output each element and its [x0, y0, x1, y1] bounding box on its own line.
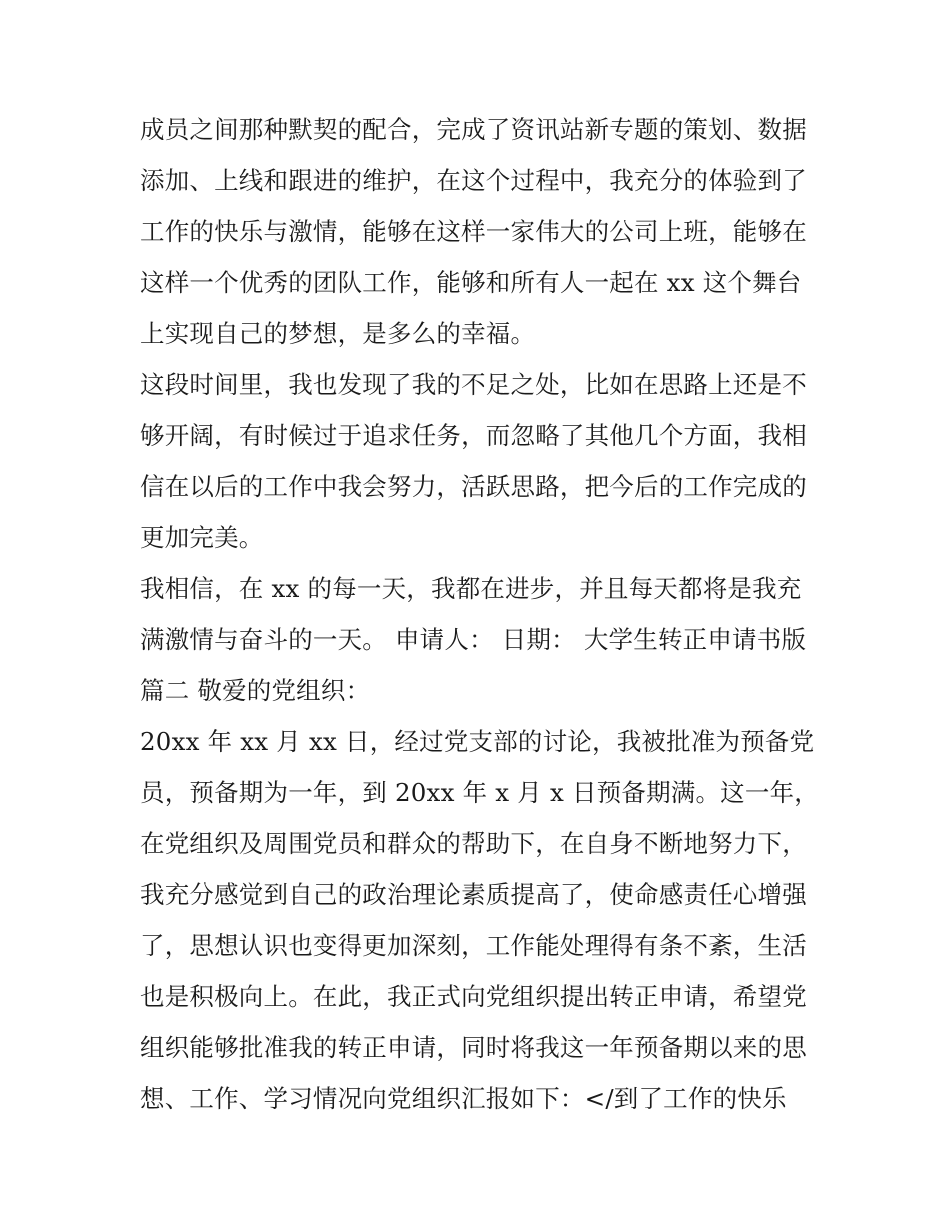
text-line: 够开阔，有时候过于追求任务，而忽略了其他几个方面，我相 [140, 421, 807, 450]
text-line: 20xx 年 xx 月 xx 日，经过党支部的讨论，我被批准为预备党 [140, 727, 815, 756]
text-line: 这段时间里，我也发现了我的不足之处，比如在思路上还是不 [140, 370, 807, 399]
text-line: 我相信，在 xx 的每一天，我都在进步，并且每天都将是我充 [140, 574, 802, 603]
text-line: 信在以后的工作中我会努力，活跃思路，把今后的工作完成的 [140, 472, 807, 501]
text-line: 在党组织及周围党员和群众的帮助下，在自身不断地努力下， [140, 829, 807, 858]
text-line: 员，预备期为一年，到 20xx 年 x 月 x 日预备期满。这一年， [140, 778, 819, 807]
text-line: 满激情与奋斗的一天。 申请人： 日期： 大学生转正申请书版 [140, 625, 807, 654]
text-line: 篇二 敬爱的党组织： [140, 676, 371, 705]
text-line: 也是积极向上。在此，我正式向党组织提出转正申请，希望党 [140, 982, 807, 1011]
text-line: 组织能够批准我的转正申请，同时将我这一年预备期以来的思 [140, 1033, 807, 1062]
text-line: 上实现自己的梦想，是多么的幸福。 [140, 319, 536, 348]
text-line: 更加完美。 [140, 523, 264, 552]
document-body [140, 104, 820, 1124]
text-line: 了，思想认识也变得更加深刻，工作能处理得有条不紊，生活 [140, 931, 807, 960]
text-line: 工作的快乐与激情，能够在这样一家伟大的公司上班，能够在 [140, 217, 807, 246]
text-line: 想、工作、学习情况向党组织汇报如下：</到了工作的快乐 [140, 1084, 787, 1113]
text-line: 添加、上线和跟进的维护，在这个过程中，我充分的体验到了 [140, 166, 807, 195]
text-line: 成员之间那种默契的配合，完成了资讯站新专题的策划、数据 [140, 115, 807, 144]
text-line: 我充分感觉到自己的政治理论素质提高了，使命感责任心增强 [140, 880, 807, 909]
text-line: 这样一个优秀的团队工作，能够和所有人一起在 xx 这个舞台 [140, 268, 802, 297]
